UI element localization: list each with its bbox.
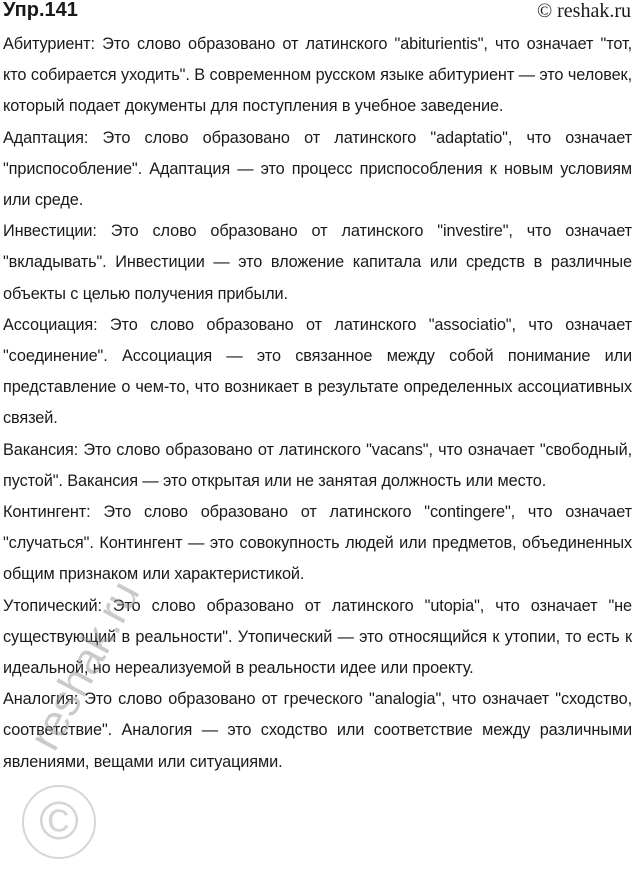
paragraph-association: Ассоциация: Это слово образовано от латинского "associatio", что означает "соединение". Ассоциация — это связанное между собой понимание или представление о чем-то, что возникает в результате определенных ассоциативных связей. <box>3 315 632 428</box>
paragraph-contingent: Контингент: Это слово образовано от латинского "contingere", что означает "случаться". Контингент — это совокупность людей или предметов, объединенных общим признаком или характеристикой. <box>3 503 632 584</box>
page-header <box>0 0 635 30</box>
paragraph-abiturient: Абитуриент: Это слово образовано от латинского "abiturientis", что означает "тот, кто собирается уходить". В современном русском языке абитуриент — это человек, который подает документы для поступления в учебное заведение. <box>3 35 632 116</box>
watermark-copyright-icon: © <box>22 785 96 859</box>
paragraph-investments: Инвестиции: Это слово образовано от латинского "investire", что означает "вкладывать". Инвестиции — это вложение капитала или средств в различные объекты с целью получения прибыли. <box>3 222 632 303</box>
paragraph-analogy: Аналогия: Это слово образовано от греческого "analogia", что означает "сходство, соответствие". Аналогия — это сходство или соответствие между различными явлениями, вещами или ситуациями. <box>3 690 632 771</box>
paragraph-utopian: Утопический: Это слово образовано от латинского "utopia", что означает "не существующий в реальности". Утопический — это относящийся к утопии, то есть к идеальной, но нереализуемой в реальности идее или проекту. <box>3 596 632 678</box>
paragraph-vacancy: Вакансия: Это слово образовано от латинского "vacans", что означает "свободный, пустой". Вакансия — это открытая или не занятая должность или место. <box>3 440 632 490</box>
exercise-title: Упр.141 <box>3 0 78 21</box>
site-credit: © reshak.ru <box>536 0 631 22</box>
paragraph-adaptation: Адаптация: Это слово образовано от латинского "adaptatio", что означает "приспособление". Адаптация — это процесс приспособления к новым условиям или среде. <box>3 128 632 210</box>
watermark-text: reshak.ru <box>20 573 150 759</box>
exercise-content <box>3 29 632 778</box>
